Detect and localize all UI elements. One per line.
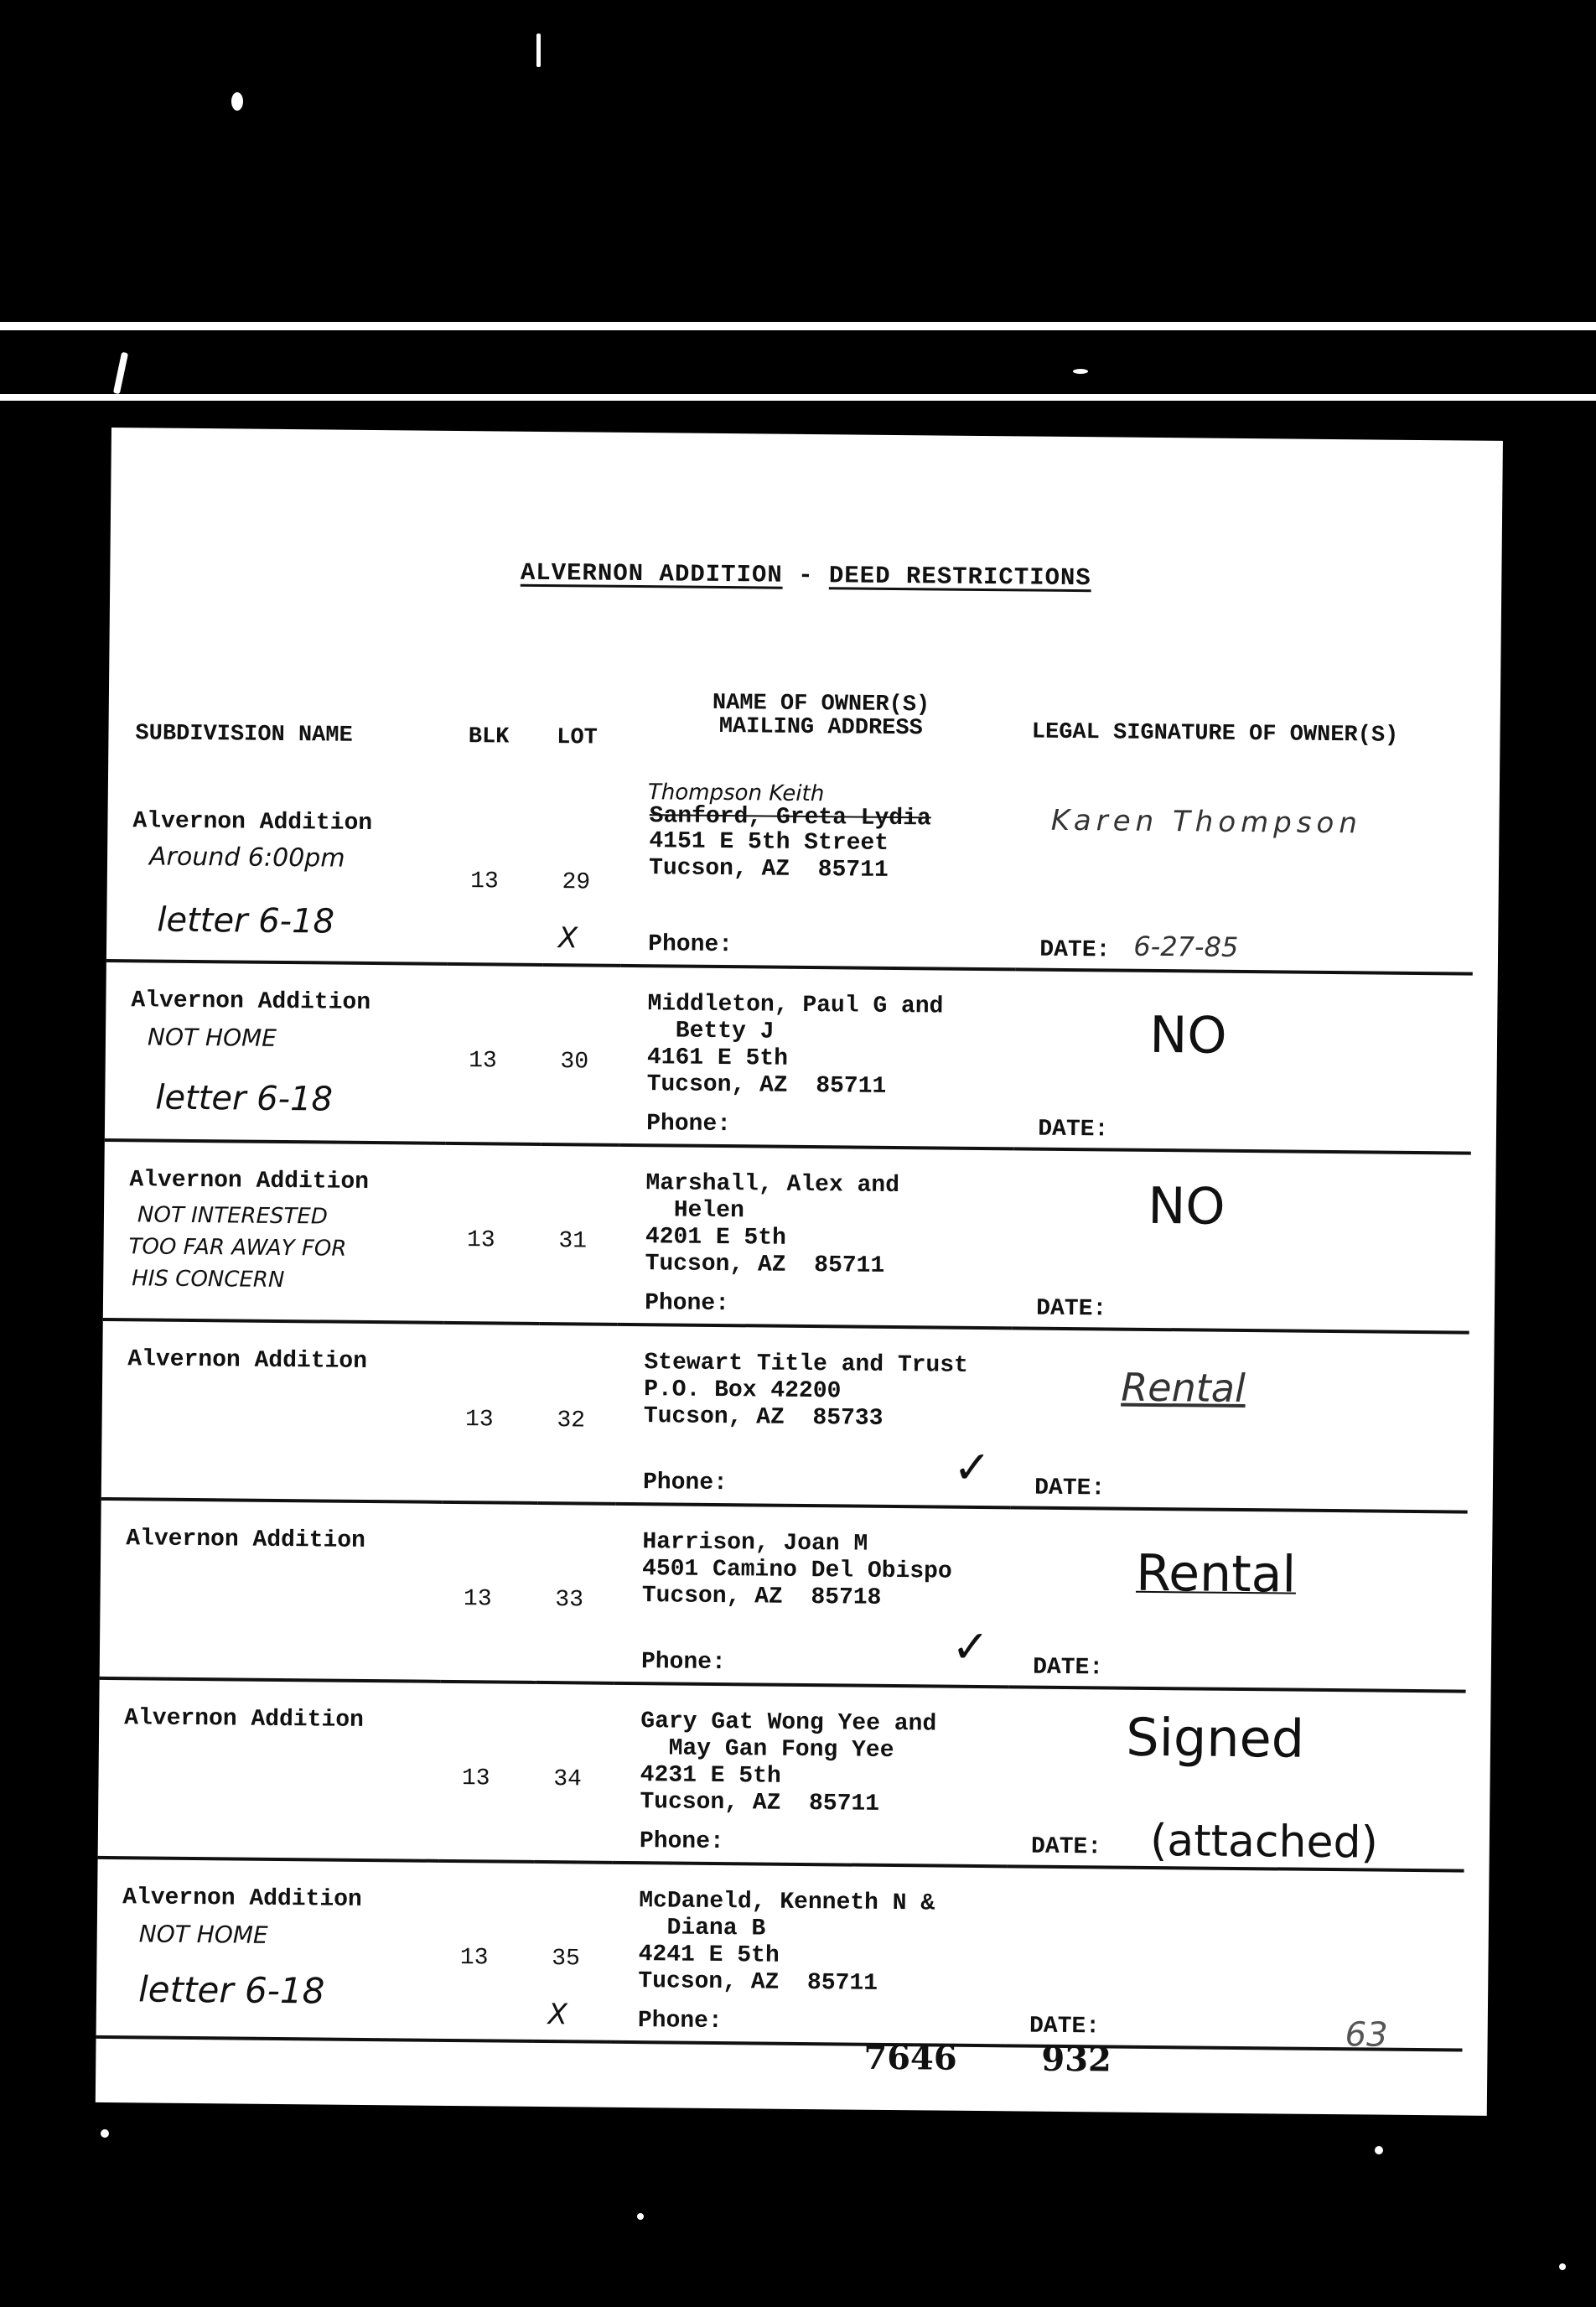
owner-name-address: Middleton, Paul G and Betty J 4161 E 5th Tucson, AZ 85711: [646, 991, 944, 1100]
table-row: [98, 1678, 1466, 1871]
phone-label: Phone:: [644, 1290, 730, 1318]
phone-label: Phone:: [639, 1828, 724, 1856]
blk-value: 13: [464, 1407, 494, 1433]
handwritten-note: NOT INTERESTED: [137, 1202, 328, 1230]
handwritten-note: Around 6:00pm: [148, 842, 345, 874]
owner-name-address: Harrison, Joan M 4501 Camino Del Obispo Tucson, AZ 85718: [641, 1529, 952, 1611]
lot-value: 30: [560, 1049, 589, 1076]
blk-value: 13: [470, 868, 499, 895]
blk-value: 13: [461, 1765, 490, 1792]
owner-response: NO: [1149, 1005, 1227, 1065]
scan-band-middle: [0, 394, 1596, 401]
subdivision-name: Alvernon Addition: [129, 1167, 370, 1195]
lot-value: 33: [555, 1587, 584, 1614]
owner-handwritten-name: Thompson Keith: [647, 780, 825, 807]
check-mark: ✓: [951, 1620, 990, 1674]
blk-value: 13: [463, 1586, 492, 1613]
owner-response-note: (attached): [1149, 1815, 1379, 1869]
owner-response: Rental: [1135, 1543, 1297, 1605]
check-mark: ✓: [952, 1440, 992, 1495]
table-header-row: [108, 681, 1475, 796]
owner-name-address: Gary Gat Wong Yee and May Gan Fong Yee 4231 E 5th Tucson, AZ 85711: [640, 1708, 937, 1817]
scan-speck: [1073, 369, 1088, 374]
subdivision-name: Alvernon Addition: [124, 1705, 365, 1734]
owner-signature: Karen Thompson: [1050, 803, 1363, 841]
scan-speck: [536, 34, 541, 67]
owner-response: NO: [1148, 1176, 1226, 1236]
date-label: DATE:: [1036, 1295, 1107, 1323]
lot-value: 34: [553, 1766, 583, 1793]
table-row: [101, 1319, 1469, 1512]
owner-response: Rental: [1121, 1364, 1246, 1412]
document-number: 7646: [863, 2037, 957, 2078]
owner-name-address: Stewart Title and Trust P.O. Box 42200 Tucson, AZ 85733: [643, 1350, 969, 1432]
date-label: DATE:: [1034, 1475, 1106, 1502]
handwritten-note: HIS CONCERN: [132, 1266, 285, 1293]
header-blk: BLK: [468, 724, 510, 750]
header-owner-line1: NAME OF OWNER(S): [712, 690, 930, 718]
header-signature: LEGAL SIGNATURE OF OWNER(S): [1031, 719, 1399, 749]
lot-value: 32: [557, 1408, 586, 1434]
subdivision-name: Alvernon Addition: [127, 1346, 368, 1375]
date-label: DATE:: [1029, 2013, 1101, 2040]
owner-name-address: Marshall, Alex and Helen 4201 E 5th Tucson, AZ 85711: [645, 1170, 900, 1279]
handwritten-note: NOT HOME: [147, 1023, 277, 1052]
header-owner-line2: MAILING ADDRESS: [718, 713, 923, 742]
subdivision-name: Alvernon Addition: [132, 808, 373, 837]
signature-date: 6-27-85: [1133, 930, 1239, 963]
date-label: DATE:: [1030, 1833, 1102, 1861]
blk-value: 13: [466, 1227, 495, 1254]
corner-note: 63: [1345, 2015, 1388, 2055]
lot-value: 31: [558, 1228, 588, 1255]
table-row: [106, 783, 1474, 974]
date-label: DATE:: [1038, 1116, 1109, 1143]
scan-speck: [1559, 2263, 1566, 2270]
handwritten-note: letter 6-18: [157, 900, 335, 941]
deed-restrictions-form: [96, 428, 1503, 2116]
scan-speck: [231, 92, 243, 111]
table-row: [105, 961, 1473, 1154]
subdivision-name: Alvernon Addition: [126, 1526, 366, 1554]
owner-name-address: McDaneld, Kenneth N & Diana B 4241 E 5th Tucson, AZ 85711: [638, 1888, 935, 1997]
owners-table: [96, 681, 1475, 2055]
form-title: [110, 555, 1501, 596]
date-label: DATE:: [1032, 1654, 1104, 1682]
table-row: [100, 1499, 1468, 1692]
handwritten-note: letter 6-18: [155, 1078, 334, 1119]
phone-label: Phone:: [648, 931, 733, 959]
phone-label: Phone:: [642, 1470, 728, 1497]
scan-speck: [1375, 2146, 1383, 2154]
scan-speck: [101, 2129, 109, 2138]
handwritten-note: NOT HOME: [138, 1920, 268, 1949]
lot-value: 35: [552, 1946, 580, 1973]
table-row: [96, 1858, 1464, 2050]
phone-label: Phone:: [640, 1649, 726, 1677]
lot-mark: X: [557, 921, 578, 956]
title-separator: -: [797, 561, 814, 590]
owner-address: 4151 E 5th Street Tucson, AZ 85711: [648, 828, 889, 884]
lot-mark: X: [547, 1998, 568, 2032]
subdivision-name: Alvernon Addition: [122, 1884, 362, 1913]
phone-label: Phone:: [637, 2008, 723, 2035]
blk-value: 13: [459, 1945, 489, 1972]
scan-band-top: [0, 322, 1596, 330]
lot-value: 29: [562, 869, 591, 896]
header-lot: LOT: [557, 725, 598, 751]
blk-value: 13: [468, 1048, 497, 1075]
header-subdivision: SUBDIVISION NAME: [135, 721, 353, 749]
header-owner: [623, 686, 1018, 792]
scan-speck: [637, 2213, 644, 2220]
owner-struck-name: Sanford, Greta Lydia: [649, 803, 931, 832]
phone-label: Phone:: [646, 1111, 732, 1138]
owner-response: Signed: [1125, 1706, 1305, 1770]
date-label: DATE:: [1039, 936, 1111, 964]
handwritten-note: TOO FAR AWAY FOR: [128, 1234, 347, 1262]
subdivision-name: Alvernon Addition: [131, 988, 371, 1016]
scan-speck: [113, 352, 128, 395]
table-row: [103, 1140, 1471, 1333]
title-right: DEED RESTRICTIONS: [828, 562, 1091, 593]
title-left: ALVERNON ADDITION: [520, 558, 783, 589]
page-number: 932: [1041, 2039, 1112, 2080]
handwritten-note: letter 6-18: [137, 1968, 325, 2012]
